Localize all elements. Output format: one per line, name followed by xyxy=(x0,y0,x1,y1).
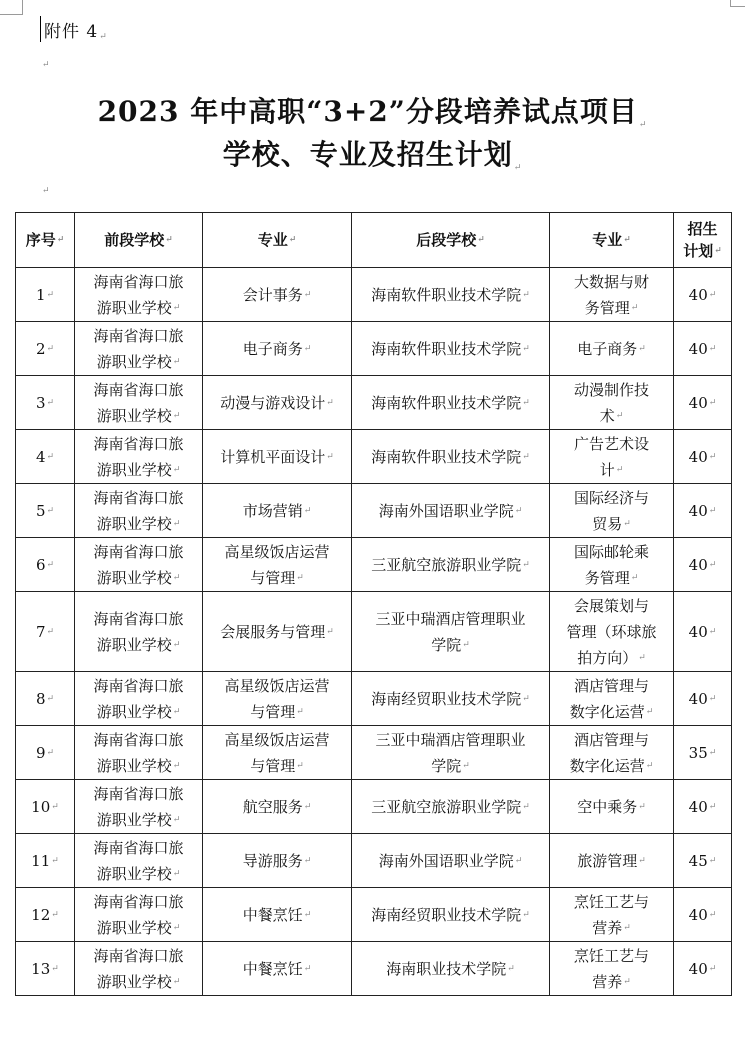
row-index xyxy=(16,672,75,726)
paragraph-mark-icon: ↵ xyxy=(172,302,181,313)
paragraph-mark-icon: ↵ xyxy=(638,120,648,130)
paragraph-mark-icon: ↵ xyxy=(172,814,181,825)
back-major-cell xyxy=(550,780,674,834)
paragraph-mark-icon: ↵ xyxy=(522,693,530,704)
cell-text-line: 学院 xyxy=(431,635,462,654)
cell-text: 40 xyxy=(688,689,708,708)
paragraph-mark-icon: ↵ xyxy=(303,343,312,354)
empty-paragraph-mark-icon: ↵ xyxy=(42,186,50,196)
cell-text-line: 空中乘务 xyxy=(577,797,638,816)
front-school-cell xyxy=(75,834,203,888)
paragraph-mark-icon: ↵ xyxy=(615,410,624,421)
cell-text-line: 海南经贸职业技术学院 xyxy=(371,689,522,708)
cell-text-line: 会展服务与管理 xyxy=(220,622,326,641)
table-row xyxy=(16,672,732,726)
cell-text: 2 xyxy=(35,339,46,358)
cell-text-line: 拍方向） xyxy=(577,648,638,667)
paragraph-mark-icon: ↵ xyxy=(638,343,646,354)
paragraph-mark-icon: ↵ xyxy=(507,963,515,974)
paragraph-mark-icon: ↵ xyxy=(623,518,631,529)
paragraph-mark-icon: ↵ xyxy=(46,505,55,516)
cell-text-line: 海南省海口旅 xyxy=(93,730,184,749)
paragraph-mark-icon: ↵ xyxy=(303,963,312,974)
paragraph-mark-icon: ↵ xyxy=(303,289,312,300)
document-title-line-1: 2023 年中高职“3+2”分段培养试点项目↵ xyxy=(97,95,648,130)
paragraph-mark-icon: ↵ xyxy=(522,559,530,570)
cell-text-line: 数字化运营 xyxy=(569,702,645,721)
cell-text: 40 xyxy=(688,797,708,816)
table-header-row xyxy=(16,213,732,268)
paragraph-mark-icon: ↵ xyxy=(172,760,181,771)
paragraph-mark-icon: ↵ xyxy=(638,855,646,866)
back-major-cell xyxy=(550,672,674,726)
cell-text-line: 术 xyxy=(599,406,615,425)
table-row xyxy=(16,430,732,484)
paragraph-mark-icon: ↵ xyxy=(99,32,108,42)
enrollment-plan-cell xyxy=(674,430,732,484)
cell-text-line: 动漫制作技 xyxy=(573,380,649,399)
cell-text: 40 xyxy=(688,622,708,641)
front-school-cell xyxy=(75,672,203,726)
paragraph-mark-icon: ↵ xyxy=(645,760,654,771)
paragraph-mark-icon: ↵ xyxy=(46,451,55,462)
cell-text-line: 海南外国语职业学院 xyxy=(378,851,514,870)
paragraph-mark-icon: ↵ xyxy=(303,909,312,920)
paragraph-mark-icon: ↵ xyxy=(172,639,181,650)
cell-text-line: 三亚航空旅游职业学院 xyxy=(371,797,522,816)
empty-paragraph-mark-icon: ↵ xyxy=(42,60,50,70)
cell-text: 4 xyxy=(35,447,46,466)
paragraph-mark-icon: ↵ xyxy=(630,302,639,313)
page-corner-mark-left xyxy=(0,0,23,15)
paragraph-mark-icon: ↵ xyxy=(708,505,717,516)
back-major-cell xyxy=(550,888,674,942)
paragraph-mark-icon: ↵ xyxy=(623,976,631,987)
paragraph-mark-icon: ↵ xyxy=(172,518,181,529)
cell-text-line: 营养 xyxy=(592,972,623,991)
paragraph-mark-icon: ↵ xyxy=(522,451,530,462)
table-row xyxy=(16,888,732,942)
cell-text-line: 游职业学校 xyxy=(96,702,172,721)
cell-text-line: 游职业学校 xyxy=(96,352,172,371)
back-major-cell xyxy=(550,430,674,484)
enrollment-plan-cell xyxy=(674,726,732,780)
cell-text-line: 与管理 xyxy=(250,702,296,721)
header-front-major: 专业↵ xyxy=(203,213,352,268)
cell-text-line: 市场营销 xyxy=(242,501,303,520)
paragraph-mark-icon: ↵ xyxy=(51,963,59,974)
cell-text: 3 xyxy=(35,393,46,412)
enrollment-plan-cell xyxy=(674,538,732,592)
paragraph-mark-icon: ↵ xyxy=(615,464,624,475)
text-cursor xyxy=(40,16,41,42)
cell-text-line: 管理（环球旅 xyxy=(566,622,657,641)
paragraph-mark-icon: ↵ xyxy=(172,976,181,987)
back-school-cell xyxy=(352,592,550,672)
paragraph-mark-icon: ↵ xyxy=(708,855,717,866)
cell-text-line: 计算机平面设计 xyxy=(220,447,326,466)
cell-text-line: 海南软件职业技术学院 xyxy=(371,393,522,412)
cell-text-line: 游职业学校 xyxy=(96,406,172,425)
cell-text: 12 xyxy=(31,905,51,924)
paragraph-mark-icon: ↵ xyxy=(513,163,523,173)
cell-text-line: 中餐烹饪 xyxy=(242,959,303,978)
cell-text-line: 海南省海口旅 xyxy=(93,609,184,628)
cell-text-line: 与管理 xyxy=(250,568,296,587)
back-school-cell xyxy=(352,780,550,834)
back-major-cell xyxy=(550,834,674,888)
paragraph-mark-icon: ↵ xyxy=(296,572,304,583)
front-major-cell xyxy=(203,834,352,888)
cell-text-line: 海南省海口旅 xyxy=(93,488,184,507)
cell-text-line: 会计事务 xyxy=(242,285,303,304)
cell-text-line: 海南软件职业技术学院 xyxy=(371,447,522,466)
paragraph-mark-icon: ↵ xyxy=(172,356,181,367)
cell-text-line: 三亚航空旅游职业学院 xyxy=(371,555,522,574)
front-major-cell xyxy=(203,322,352,376)
cell-text-line: 海南省海口旅 xyxy=(93,892,184,911)
paragraph-mark-icon: ↵ xyxy=(46,289,55,300)
back-major-cell xyxy=(550,322,674,376)
cell-text: 9 xyxy=(35,743,46,762)
paragraph-mark-icon: ↵ xyxy=(326,451,334,462)
back-major-cell xyxy=(550,538,674,592)
header-back-school: 后段学校↵ xyxy=(352,213,550,268)
back-major-cell xyxy=(550,376,674,430)
cell-text-line: 游职业学校 xyxy=(96,568,172,587)
cell-text: 40 xyxy=(688,959,708,978)
back-school-cell xyxy=(352,672,550,726)
enrollment-plan-cell xyxy=(674,780,732,834)
header-back-major: 专业↵ xyxy=(550,213,674,268)
front-major-cell xyxy=(203,376,352,430)
cell-text: 8 xyxy=(35,689,46,708)
table-body xyxy=(16,268,732,996)
front-major-cell xyxy=(203,268,352,322)
paragraph-mark-icon: ↵ xyxy=(51,855,59,866)
header-index: 序号↵ xyxy=(16,213,75,268)
cell-text-line: 国际邮轮乘 xyxy=(573,542,649,561)
cell-text: 40 xyxy=(688,501,708,520)
front-school-cell xyxy=(75,888,203,942)
paragraph-mark-icon: ↵ xyxy=(522,801,530,812)
cell-text-line: 三亚中瑞酒店管理职业 xyxy=(375,609,526,628)
cell-text-line: 海南省海口旅 xyxy=(93,784,184,803)
paragraph-mark-icon: ↵ xyxy=(46,397,55,408)
front-school-cell xyxy=(75,268,203,322)
enrollment-plan-cell xyxy=(674,672,732,726)
cell-text-line: 三亚中瑞酒店管理职业 xyxy=(375,730,526,749)
back-school-cell xyxy=(352,322,550,376)
cell-text: 40 xyxy=(688,285,708,304)
row-index xyxy=(16,592,75,672)
cell-text-line: 海南职业技术学院 xyxy=(386,959,507,978)
front-major-cell xyxy=(203,726,352,780)
enrollment-plan-cell xyxy=(674,888,732,942)
cell-text-line: 海南外国语职业学院 xyxy=(378,501,514,520)
paragraph-mark-icon: ↵ xyxy=(708,963,717,974)
cell-text: 6 xyxy=(35,555,46,574)
paragraph-mark-icon: ↵ xyxy=(296,706,304,717)
cell-text-line: 数字化运营 xyxy=(569,756,645,775)
cell-text-line: 海南省海口旅 xyxy=(93,272,184,291)
back-school-cell xyxy=(352,376,550,430)
paragraph-mark-icon: ↵ xyxy=(708,693,717,704)
paragraph-mark-icon: ↵ xyxy=(303,505,312,516)
front-major-cell xyxy=(203,430,352,484)
cell-text-line: 海南经贸职业技术学院 xyxy=(371,905,522,924)
enrollment-plan-cell xyxy=(674,592,732,672)
cell-text-line: 与管理 xyxy=(250,756,296,775)
paragraph-mark-icon: ↵ xyxy=(708,801,717,812)
back-major-cell xyxy=(550,942,674,996)
cell-text-line: 动漫与游戏设计 xyxy=(220,393,326,412)
cell-text-line: 旅游管理 xyxy=(577,851,638,870)
front-major-cell xyxy=(203,592,352,672)
enrollment-plan-cell xyxy=(674,834,732,888)
cell-text-line: 中餐烹饪 xyxy=(242,905,303,924)
enrollment-plan-cell xyxy=(674,484,732,538)
paragraph-mark-icon: ↵ xyxy=(303,855,312,866)
front-major-cell xyxy=(203,538,352,592)
cell-text-line: 海南软件职业技术学院 xyxy=(371,285,522,304)
front-major-cell xyxy=(203,672,352,726)
cell-text-line: 高星级饭店运营 xyxy=(224,730,330,749)
paragraph-mark-icon: ↵ xyxy=(172,706,181,717)
paragraph-mark-icon: ↵ xyxy=(522,909,530,920)
table-row xyxy=(16,780,732,834)
paragraph-mark-icon: ↵ xyxy=(46,559,55,570)
cell-text-line: 学院 xyxy=(431,756,462,775)
back-school-cell xyxy=(352,834,550,888)
table-row xyxy=(16,322,732,376)
paragraph-mark-icon: ↵ xyxy=(303,801,312,812)
paragraph-mark-icon: ↵ xyxy=(172,410,181,421)
row-index xyxy=(16,268,75,322)
cell-text-line: 广告艺术设 xyxy=(573,434,649,453)
cell-text-line: 游职业学校 xyxy=(96,756,172,775)
cell-text-line: 游职业学校 xyxy=(96,918,172,937)
paragraph-mark-icon: ↵ xyxy=(462,639,470,650)
enrollment-plan-cell xyxy=(674,268,732,322)
table-row xyxy=(16,726,732,780)
paragraph-mark-icon: ↵ xyxy=(522,289,530,300)
row-index xyxy=(16,322,75,376)
cell-text: 40 xyxy=(688,447,708,466)
paragraph-mark-icon: ↵ xyxy=(46,693,55,704)
enrollment-plan-cell xyxy=(674,322,732,376)
paragraph-mark-icon: ↵ xyxy=(522,343,530,354)
paragraph-mark-icon: ↵ xyxy=(514,855,523,866)
front-school-cell xyxy=(75,538,203,592)
front-school-cell xyxy=(75,592,203,672)
cell-text: 7 xyxy=(35,622,46,641)
row-index xyxy=(16,430,75,484)
cell-text-line: 烹饪工艺与 xyxy=(573,892,649,911)
paragraph-mark-icon: ↵ xyxy=(708,626,717,637)
cell-text-line: 海南省海口旅 xyxy=(93,676,184,695)
table-row xyxy=(16,942,732,996)
front-major-cell xyxy=(203,484,352,538)
cell-text-line: 酒店管理与 xyxy=(573,676,649,695)
cell-text-line: 海南省海口旅 xyxy=(93,380,184,399)
enrollment-plan-table xyxy=(15,212,732,996)
cell-text-line: 海南省海口旅 xyxy=(93,326,184,345)
front-school-cell xyxy=(75,322,203,376)
cell-text-line: 会展策划与 xyxy=(573,596,649,615)
cell-text-line: 计 xyxy=(599,460,615,479)
paragraph-mark-icon: ↵ xyxy=(326,626,334,637)
back-school-cell xyxy=(352,888,550,942)
cell-text-line: 酒店管理与 xyxy=(573,730,649,749)
table-row xyxy=(16,376,732,430)
front-school-cell xyxy=(75,376,203,430)
cell-text: 13 xyxy=(31,959,51,978)
back-major-cell xyxy=(550,484,674,538)
paragraph-mark-icon: ↵ xyxy=(638,652,646,663)
cell-text-line: 游职业学校 xyxy=(96,864,172,883)
cell-text-line: 海南省海口旅 xyxy=(93,542,184,561)
paragraph-mark-icon: ↵ xyxy=(708,343,717,354)
cell-text: 5 xyxy=(35,501,46,520)
front-school-cell xyxy=(75,726,203,780)
cell-text: 10 xyxy=(31,797,51,816)
cell-text-line: 高星级饭店运营 xyxy=(224,542,330,561)
cell-text: 40 xyxy=(688,393,708,412)
paragraph-mark-icon: ↵ xyxy=(326,397,334,408)
row-index xyxy=(16,942,75,996)
cell-text-line: 游职业学校 xyxy=(96,810,172,829)
row-index xyxy=(16,888,75,942)
paragraph-mark-icon: ↵ xyxy=(172,868,181,879)
cell-text-line: 海南省海口旅 xyxy=(93,946,184,965)
paragraph-mark-icon: ↵ xyxy=(462,760,470,771)
cell-text-line: 海南省海口旅 xyxy=(93,838,184,857)
enrollment-plan-cell xyxy=(674,942,732,996)
row-index xyxy=(16,376,75,430)
enrollment-plan-cell xyxy=(674,376,732,430)
paragraph-mark-icon: ↵ xyxy=(46,343,55,354)
cell-text: 1 xyxy=(35,285,46,304)
front-school-cell xyxy=(75,780,203,834)
front-major-cell xyxy=(203,942,352,996)
paragraph-mark-icon: ↵ xyxy=(708,747,717,758)
cell-text-line: 游职业学校 xyxy=(96,635,172,654)
cell-text-line: 海南软件职业技术学院 xyxy=(371,339,522,358)
table-row xyxy=(16,538,732,592)
cell-text-line: 电子商务 xyxy=(577,339,638,358)
cell-text-line: 务管理 xyxy=(584,568,630,587)
cell-text-line: 游职业学校 xyxy=(96,298,172,317)
paragraph-mark-icon: ↵ xyxy=(51,909,59,920)
table-row xyxy=(16,268,732,322)
table-row xyxy=(16,834,732,888)
attachment-label: 附件 4↵ xyxy=(44,22,108,42)
front-major-cell xyxy=(203,888,352,942)
table-row xyxy=(16,592,732,672)
cell-text: 11 xyxy=(31,851,51,870)
cell-text-line: 海南省海口旅 xyxy=(93,434,184,453)
front-school-cell xyxy=(75,942,203,996)
cell-text-line: 高星级饭店运营 xyxy=(224,676,330,695)
paragraph-mark-icon: ↵ xyxy=(708,451,717,462)
cell-text-line: 营养 xyxy=(592,918,623,937)
cell-text-line: 大数据与财 xyxy=(573,272,649,291)
back-major-cell xyxy=(550,726,674,780)
cell-text-line: 国际经济与 xyxy=(573,488,649,507)
front-school-cell xyxy=(75,484,203,538)
paragraph-mark-icon: ↵ xyxy=(172,922,181,933)
cell-text: 40 xyxy=(688,905,708,924)
cell-text-line: 游职业学校 xyxy=(96,972,172,991)
paragraph-mark-icon: ↵ xyxy=(172,464,181,475)
cell-text: 40 xyxy=(688,555,708,574)
paragraph-mark-icon: ↵ xyxy=(51,801,59,812)
page-corner-mark-right xyxy=(730,0,745,7)
cell-text-line: 航空服务 xyxy=(242,797,303,816)
paragraph-mark-icon: ↵ xyxy=(708,559,717,570)
front-school-cell xyxy=(75,430,203,484)
paragraph-mark-icon: ↵ xyxy=(708,397,717,408)
cell-text-line: 务管理 xyxy=(584,298,630,317)
row-index xyxy=(16,834,75,888)
paragraph-mark-icon: ↵ xyxy=(172,572,181,583)
paragraph-mark-icon: ↵ xyxy=(514,505,523,516)
paragraph-mark-icon: ↵ xyxy=(645,706,654,717)
paragraph-mark-icon: ↵ xyxy=(623,922,631,933)
cell-text-line: 烹饪工艺与 xyxy=(573,946,649,965)
back-school-cell xyxy=(352,538,550,592)
row-index xyxy=(16,484,75,538)
back-school-cell xyxy=(352,430,550,484)
cell-text-line: 游职业学校 xyxy=(96,514,172,533)
cell-text: 40 xyxy=(688,339,708,358)
cell-text: 35 xyxy=(688,743,708,762)
paragraph-mark-icon: ↵ xyxy=(296,760,304,771)
row-index xyxy=(16,538,75,592)
cell-text-line: 导游服务 xyxy=(242,851,303,870)
paragraph-mark-icon: ↵ xyxy=(46,747,55,758)
back-school-cell xyxy=(352,484,550,538)
back-major-cell xyxy=(550,268,674,322)
row-index xyxy=(16,780,75,834)
back-major-cell xyxy=(550,592,674,672)
header-front-school: 前段学校↵ xyxy=(75,213,203,268)
paragraph-mark-icon: ↵ xyxy=(522,397,530,408)
cell-text-line: 贸易 xyxy=(592,514,623,533)
row-index xyxy=(16,726,75,780)
back-school-cell xyxy=(352,942,550,996)
header-enrollment-plan: 招生 计划↵ xyxy=(674,213,732,268)
cell-text-line: 游职业学校 xyxy=(96,460,172,479)
cell-text: 45 xyxy=(688,851,708,870)
paragraph-mark-icon: ↵ xyxy=(708,909,717,920)
paragraph-mark-icon: ↵ xyxy=(46,626,55,637)
front-major-cell xyxy=(203,780,352,834)
back-school-cell xyxy=(352,268,550,322)
paragraph-mark-icon: ↵ xyxy=(630,572,639,583)
paragraph-mark-icon: ↵ xyxy=(708,289,717,300)
table-row xyxy=(16,484,732,538)
document-title-line-2: 学校、专业及招生计划↵ xyxy=(222,138,523,173)
paragraph-mark-icon: ↵ xyxy=(638,801,646,812)
cell-text-line: 电子商务 xyxy=(242,339,303,358)
back-school-cell xyxy=(352,726,550,780)
